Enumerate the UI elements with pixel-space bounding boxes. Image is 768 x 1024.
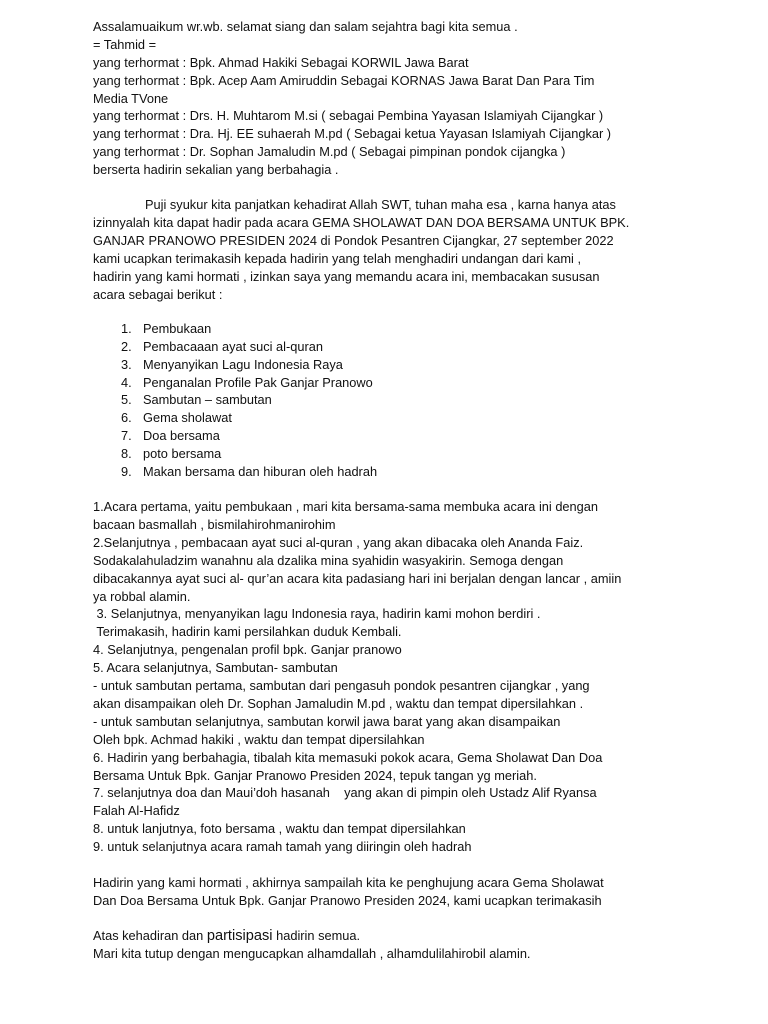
agenda-item: Sambutan – sambutan: [143, 392, 272, 407]
salutation-line: yang terhormat : Dr. Sophan Jamaludin M.pd ( Sebagai pimpinan pondok cijangka ): [93, 144, 566, 159]
detail-line: 8. untuk lanjutnya, foto bersama , waktu dan tempat dipersilahkan: [93, 821, 466, 836]
salutation-line: berserta hadirin sekalian yang berbahagia .: [93, 162, 339, 177]
thanks-suffix: hadirin semua.: [272, 928, 361, 943]
detail-line: 6. Hadirin yang berbahagia, tibalah kita memasuki pokok acara, Gema Sholawat Dan Doa: [93, 750, 603, 765]
detail-line: 3. Selanjutnya, menyanyikan lagu Indonesia raya, hadirin kami mohon berdiri .: [93, 606, 541, 621]
salutation-line: yang terhormat : Dra. Hj. EE suhaerah M.pd ( Sebagai ketua Yayasan Islamiyah Cijangkar ): [93, 126, 612, 141]
tahmid: = Tahmid =: [93, 37, 157, 52]
agenda-item: Pembacaaan ayat suci al-quran: [143, 339, 323, 354]
detail-line: 5. Acara selanjutnya, Sambutan- sambutan: [93, 660, 338, 675]
agenda-number: 8.: [121, 446, 132, 461]
intro-line: acara sebagai berikut :: [93, 287, 223, 302]
thanks-prefix: Atas kehadiran dan: [93, 928, 207, 943]
agenda-item: Pembukaan: [143, 321, 212, 336]
detail-line: bacaan basmallah , bismilahirohmanirohim: [93, 517, 336, 532]
detail-line: 4. Selanjutnya, pengenalan profil bpk. Ganjar pranowo: [93, 642, 402, 657]
detail-line: dibacakannya ayat suci al- qur’an acara kita padasiang hari ini berjalan dengan lancar , amiin: [93, 571, 622, 586]
intro-line: GANJAR PRANOWO PRESIDEN 2024 di Pondok Pesantren Cijangkar, 27 september 2022: [93, 233, 614, 248]
detail-line: - untuk sambutan pertama, sambutan dari pengasuh pondok pesantren cijangkar , yang: [93, 678, 590, 693]
detail-line: 7. selanjutnya doa dan Maui’doh hasanah yang akan di pimpin oleh Ustadz Alif Ryansa: [93, 785, 597, 800]
agenda-item: Penganalan Profile Pak Ganjar Pranowo: [143, 375, 373, 390]
intro-line: izinnyalah kita dapat hadir pada acara GEMA SHOLAWAT DAN DOA BERSAMA UNTUK BPK.: [93, 215, 630, 230]
agenda-number: 9.: [121, 464, 132, 479]
detail-line: Sodakalahuladzim wanahnu ala dzalika mina syahidin wasyakirin. Semoga dengan: [93, 553, 564, 568]
agenda-number: 5.: [121, 392, 132, 407]
detail-line: Bersama Untuk Bpk. Ganjar Pranowo Presiden 2024, tepuk tangan yg meriah.: [93, 768, 537, 783]
intro-line: kami ucapkan terimakasih kepada hadirin yang telah menghadiri undangan dari kami ,: [93, 251, 581, 266]
agenda-item: Makan bersama dan hiburan oleh hadrah: [143, 464, 378, 479]
detail-line: ya robbal alamin.: [93, 589, 191, 604]
agenda-number: 1.: [121, 321, 132, 336]
salutation-line: yang terhormat : Drs. H. Muhtarom M.si ( sebagai Pembina Yayasan Islamiyah Cijangkar ): [93, 108, 604, 123]
salutation-line: yang terhormat : Bpk. Ahmad Hakiki Sebagai KORWIL Jawa Barat: [93, 55, 469, 70]
detail-line: Oleh bpk. Achmad hakiki , waktu dan tempat dipersilahkan: [93, 732, 425, 747]
agenda-number: 3.: [121, 357, 132, 372]
detail-line: - untuk sambutan selanjutnya, sambutan korwil jawa barat yang akan disampaikan: [93, 714, 561, 729]
greeting: Assalamuaikum wr.wb. selamat siang dan salam sejahtra bagi kita semua .: [93, 19, 518, 34]
detail-line: akan disampaikan oleh Dr. Sophan Jamaludin M.pd , waktu dan tempat dipersilahkan .: [93, 696, 584, 711]
detail-line: 1.Acara pertama, yaitu pembukaan , mari kita bersama-sama membuka acara ini dengan: [93, 499, 599, 514]
agenda-item: Menyanyikan Lagu Indonesia Raya: [143, 357, 343, 372]
agenda-item: poto bersama: [143, 446, 222, 461]
intro-line: Puji syukur kita panjatkan kehadirat Allah SWT, tuhan maha esa , karna hanya atas: [145, 197, 616, 212]
salutation-line: yang terhormat : Bpk. Acep Aam Amiruddin Sebagai KORNAS Jawa Barat Dan Para Tim: [93, 73, 595, 88]
detail-line: Terimakasih, hadirin kami persilahkan duduk Kembali.: [93, 624, 402, 639]
agenda-number: 6.: [121, 410, 132, 425]
agenda-item: Doa bersama: [143, 428, 220, 443]
detail-line: Falah Al-Hafidz: [93, 803, 180, 818]
thanks-line: [93, 927, 360, 946]
agenda-number: 2.: [121, 339, 132, 354]
detail-line: 9. untuk selanjutnya acara ramah tamah yang diiringin oleh hadrah: [93, 839, 472, 854]
salutation-line: Media TVone: [93, 91, 169, 106]
agenda-number: 4.: [121, 375, 132, 390]
closing-line: Dan Doa Bersama Untuk Bpk. Ganjar Pranowo Presiden 2024, kami ucapkan terimakasih: [93, 893, 602, 908]
final-line: Mari kita tutup dengan mengucapkan alhamdallah , alhamdulilahirobil alamin.: [93, 946, 531, 961]
thanks-emphasis: partisipasi: [206, 928, 273, 944]
agenda-number: 7.: [121, 428, 132, 443]
intro-line: hadirin yang kami hormati , izinkan saya yang memandu acara ini, membacakan sususan: [93, 269, 600, 284]
agenda-item: Gema sholawat: [143, 410, 232, 425]
closing-line: Hadirin yang kami hormati , akhirnya sampailah kita ke penghujung acara Gema Sholawat: [93, 875, 604, 890]
detail-line: 2.Selanjutnya , pembacaan ayat suci al-quran , yang akan dibacaka oleh Ananda Faiz.: [93, 535, 584, 550]
